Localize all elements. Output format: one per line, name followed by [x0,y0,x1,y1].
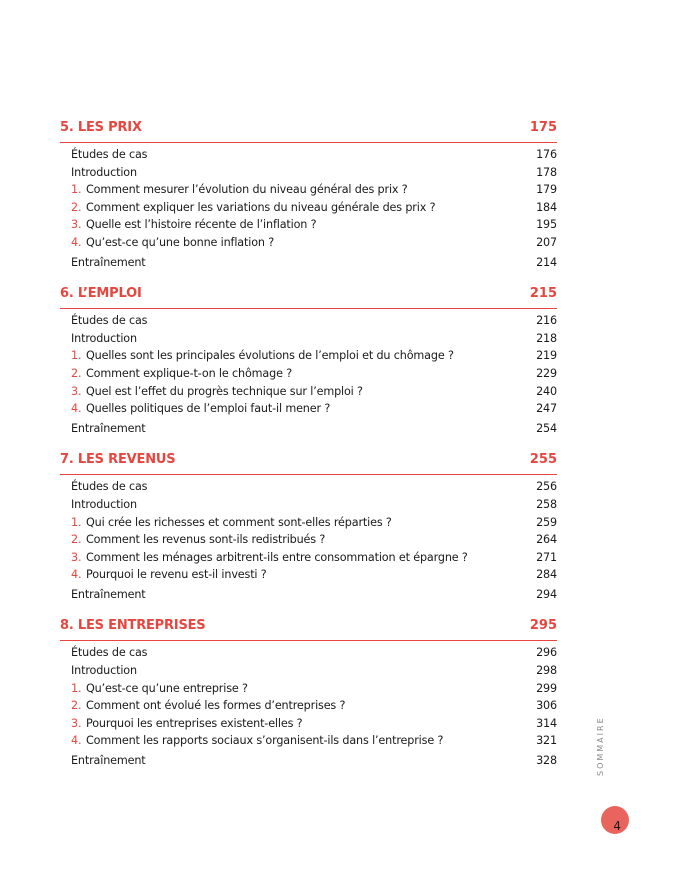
entry-page: 240 [536,384,557,398]
entry-label: Études de cas [71,480,148,494]
entry-label: Entraînement [71,587,146,601]
toc-entry-question[interactable] [60,533,557,551]
entry-page: 247 [536,402,557,416]
entry-page: 184 [536,200,557,214]
question-text: Quel est l’effet du progrès technique sur l’emploi ? [86,384,363,398]
entry-page: 294 [536,587,557,601]
question-number: 1. [71,515,82,529]
entry-page: 299 [536,681,557,695]
question-text: Quelle est l’histoire récente de l’inflation ? [86,218,317,232]
toc-entry-etudes[interactable] [60,646,557,664]
question-number: 3. [71,550,82,564]
entry-page: 219 [536,349,557,363]
question-text: Qu’est-ce qu’une bonne inflation ? [86,235,275,249]
toc-entry-training[interactable] [60,256,557,274]
entry-page: 284 [536,568,557,582]
entry-page: 176 [536,148,557,161]
entry-page: 195 [536,218,557,232]
entry-page: 296 [536,646,557,660]
toc-entry-question[interactable] [60,551,557,569]
question-text: Qui crée les richesses et comment sont-elles réparties ? [86,515,392,529]
toc-entry-question[interactable] [60,734,557,752]
toc-entry-question[interactable] [60,349,557,367]
entry-label: Introduction [71,497,137,511]
entry-page: 271 [536,550,557,564]
chapter-page: 215 [529,286,557,302]
entry-page: 298 [536,664,557,678]
question-number: 1. [71,349,82,363]
page-number-badge: 4 [601,806,629,834]
entry-page: 259 [536,515,557,529]
entry-page: 216 [536,314,557,328]
chapter-page: 255 [529,452,557,468]
toc-entry-question[interactable] [60,682,557,700]
entry-page: 321 [536,734,557,748]
chapter-page: 175 [529,120,557,135]
toc-entry-intro[interactable] [60,498,557,516]
entry-page: 218 [536,331,557,345]
question-number: 2. [71,533,82,547]
question-text: Comment explique-t-on le chômage ? [86,366,292,380]
toc-entry-training[interactable] [60,422,557,440]
entry-page: 178 [536,165,557,179]
entry-page: 264 [536,533,557,547]
entry-page: 214 [536,255,557,269]
question-number: 4. [71,235,82,249]
entry-label: Entraînement [71,754,146,768]
entry-page: 328 [536,754,557,768]
toc-entry-question[interactable] [60,699,557,717]
entry-page: 306 [536,699,557,713]
entry-page: 256 [536,480,557,494]
toc-entry-question[interactable] [60,516,557,534]
question-number: 3. [71,384,82,398]
toc-entry-question[interactable] [60,402,557,420]
question-text: Pourquoi les entreprises existent-elles ? [86,716,303,730]
toc-entry-etudes[interactable] [60,148,557,166]
toc-entry-intro[interactable] [60,166,557,184]
question-text: Comment les revenus sont-ils redistribués ? [86,533,326,547]
entry-label: Études de cas [71,646,148,660]
toc-entry-training[interactable] [60,754,557,772]
chapter-title: 5. LES PRIX [60,120,142,135]
toc-entry-question[interactable] [60,201,557,219]
question-text: Qu’est-ce qu’une entreprise ? [86,681,248,695]
question-text: Comment ont évolué les formes d’entreprises ? [86,699,346,713]
entry-page: 179 [536,183,557,197]
chapter-heading[interactable] [60,286,557,309]
question-number: 3. [71,218,82,232]
entry-page: 258 [536,497,557,511]
question-text: Quelles politiques de l’emploi faut-il mener ? [86,402,331,416]
entry-label: Introduction [71,165,137,179]
question-number: 4. [71,734,82,748]
entry-label: Entraînement [71,421,146,435]
sommaire-side-label: SOMMAIRE [596,716,605,776]
question-text: Comment mesurer l’évolution du niveau général des prix ? [86,183,408,197]
chapter-6 [60,286,557,439]
toc-entry-intro[interactable] [60,332,557,350]
chapter-heading[interactable] [60,452,557,475]
entry-label: Études de cas [71,314,148,328]
chapter-heading[interactable] [60,618,557,641]
question-text: Comment expliquer les variations du niveau générale des prix ? [86,200,436,214]
toc-entry-question[interactable] [60,385,557,403]
entry-page: 314 [536,716,557,730]
entry-label: Introduction [71,331,137,345]
chapter-5 [60,120,557,273]
table-of-contents [60,120,557,785]
chapter-page: 295 [529,618,557,634]
question-text: Pourquoi le revenu est-il investi ? [86,568,267,582]
toc-entry-question[interactable] [60,218,557,236]
toc-entry-question[interactable] [60,717,557,735]
toc-entry-etudes[interactable] [60,314,557,332]
chapter-8 [60,618,557,771]
chapter-title: 7. LES REVENUS [60,452,176,468]
toc-entry-question[interactable] [60,367,557,385]
question-text: Comment les ménages arbitrent-ils entre consommation et épargne ? [86,550,468,564]
chapter-title: 8. LES ENTREPRISES [60,618,206,634]
question-number: 2. [71,200,82,214]
entry-page: 229 [536,366,557,380]
question-number: 2. [71,366,82,380]
toc-entry-etudes[interactable] [60,480,557,498]
entry-page: 207 [536,235,557,249]
question-text: Quelles sont les principales évolutions de l’emploi et du chômage ? [86,349,454,363]
entry-page: 254 [536,421,557,435]
entry-label: Introduction [71,664,137,678]
entry-label: Entraînement [71,255,146,269]
question-number: 3. [71,716,82,730]
toc-entry-question[interactable] [60,183,557,201]
toc-entry-question[interactable] [60,236,557,254]
question-number: 4. [71,568,82,582]
question-number: 4. [71,402,82,416]
chapter-7 [60,452,557,605]
question-number: 1. [71,183,82,197]
chapter-heading[interactable] [60,120,557,143]
chapter-title: 6. L’EMPLOI [60,286,142,302]
toc-entry-training[interactable] [60,588,557,606]
toc-entry-intro[interactable] [60,664,557,682]
entry-label: Études de cas [71,148,148,161]
question-number: 1. [71,681,82,695]
question-text: Comment les rapports sociaux s’organisent-ils dans l’entreprise ? [86,734,444,748]
question-number: 2. [71,699,82,713]
toc-entry-question[interactable] [60,568,557,586]
